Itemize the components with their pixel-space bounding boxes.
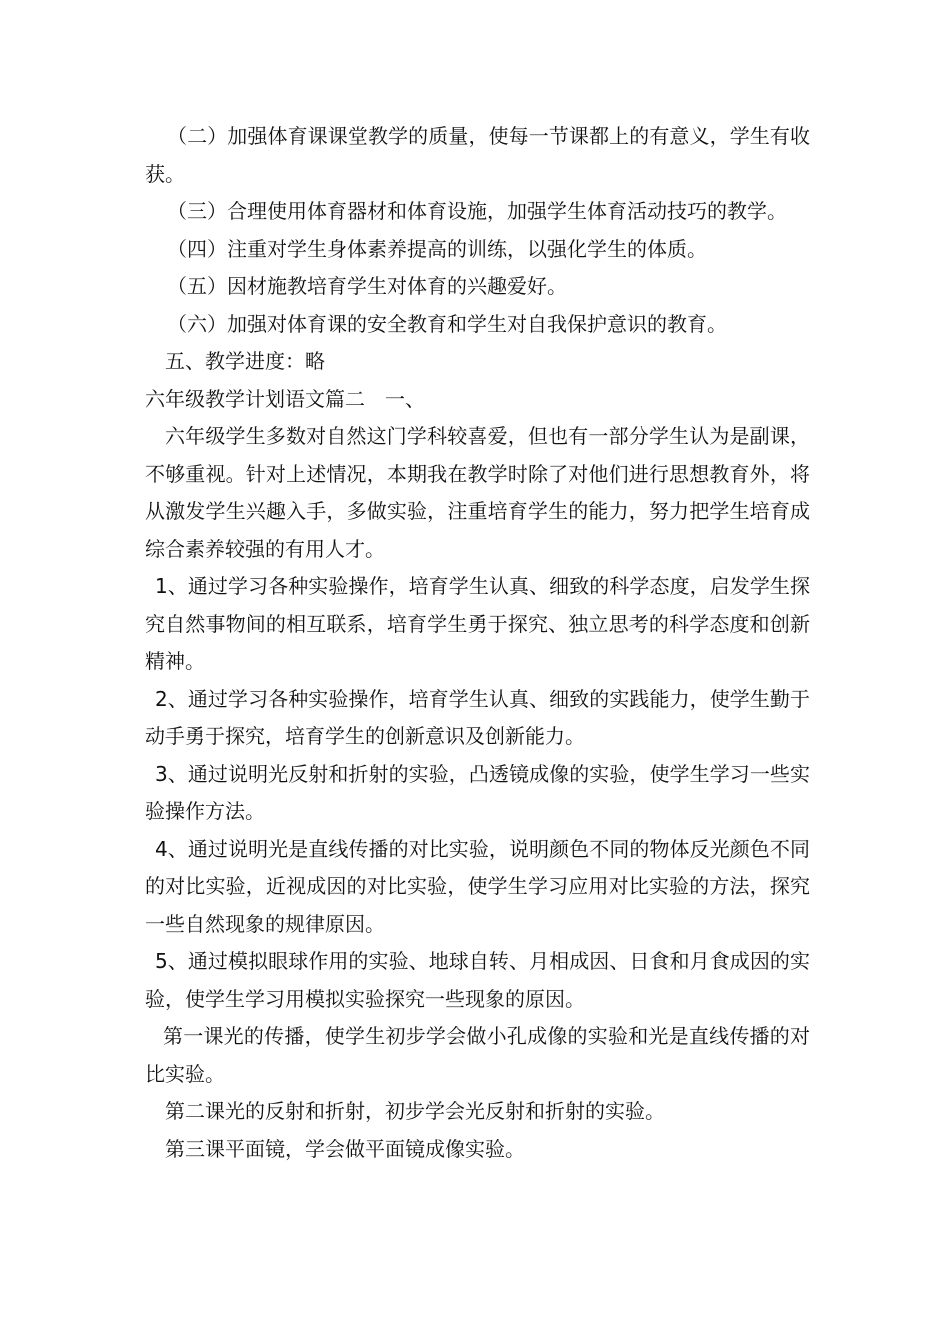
paragraph-item-5: （五）因材施教培育学生对体育的兴趣爱好。	[167, 274, 567, 298]
paragraph-item-6: （六）加强对体育课的安全教育和学生对自我保护意识的教育。	[167, 311, 727, 336]
intro-paragraph: 六年级学生多数对自然这门学科较喜爱，但也有一部分学生认为是副课，不够重视。针对上述情况，本期我在教学时除了对他们进行思想教育外，将从激发学生兴趣入手，多做实验，注重培育学生的能力，努力把学生培育成综合素养较强的有用人才。	[145, 424, 810, 561]
goal-item-3: 3、通过说明光反射和折射的实验，凸透镜成像的实验，使学生学习一些实验操作方法。	[145, 761, 810, 823]
lesson-item-3: 第三课平面镜，学会做平面镜成像实验。	[165, 1136, 525, 1161]
section-heading-progress: 五、教学进度：略	[165, 349, 325, 373]
section-title: 六年级教学计划语文篇二 一、	[145, 386, 425, 411]
paragraph-item-2: （二）加强体育课课堂教学的质量，使每一节课都上的有意义，学生有收获。	[145, 124, 810, 186]
goal-item-2: 2、通过学习各种实验操作，培育学生认真、细致的实践能力，使学生勤于动手勇于探究，培育学生的创新意识及创新能力。	[145, 686, 810, 748]
lesson-item-1: 第一课光的传播，使学生初步学会做小孔成像的实验和光是直线传播的对比实验。	[145, 1024, 810, 1086]
goal-item-5: 5、通过模拟眼球作用的实验、地球自转、月相成因、日食和月食成因的实验，使学生学习用模拟实验探究一些现象的原因。	[145, 949, 810, 1011]
document-body	[145, 118, 810, 1168]
lesson-item-2: 第二课光的反射和折射，初步学会光反射和折射的实验。	[165, 1099, 665, 1123]
paragraph-item-4: （四）注重对学生身体素养提高的训练，以强化学生的体质。	[167, 236, 707, 261]
goal-item-1: 1、通过学习各种实验操作，培育学生认真、细致的科学态度，启发学生探究自然事物间的相互联系，培育学生勇于探究、独立思考的科学态度和创新精神。	[145, 574, 810, 673]
paragraph-item-3: （三）合理使用体育器材和体育设施，加强学生体育活动技巧的教学。	[167, 199, 787, 223]
goal-item-4: 4、通过说明光是直线传播的对比实验，说明颜色不同的物体反光颜色不同的对比实验，近视成因的对比实验，使学生学习应用对比实验的方法，探究一些自然现象的规律原因。	[145, 836, 810, 936]
